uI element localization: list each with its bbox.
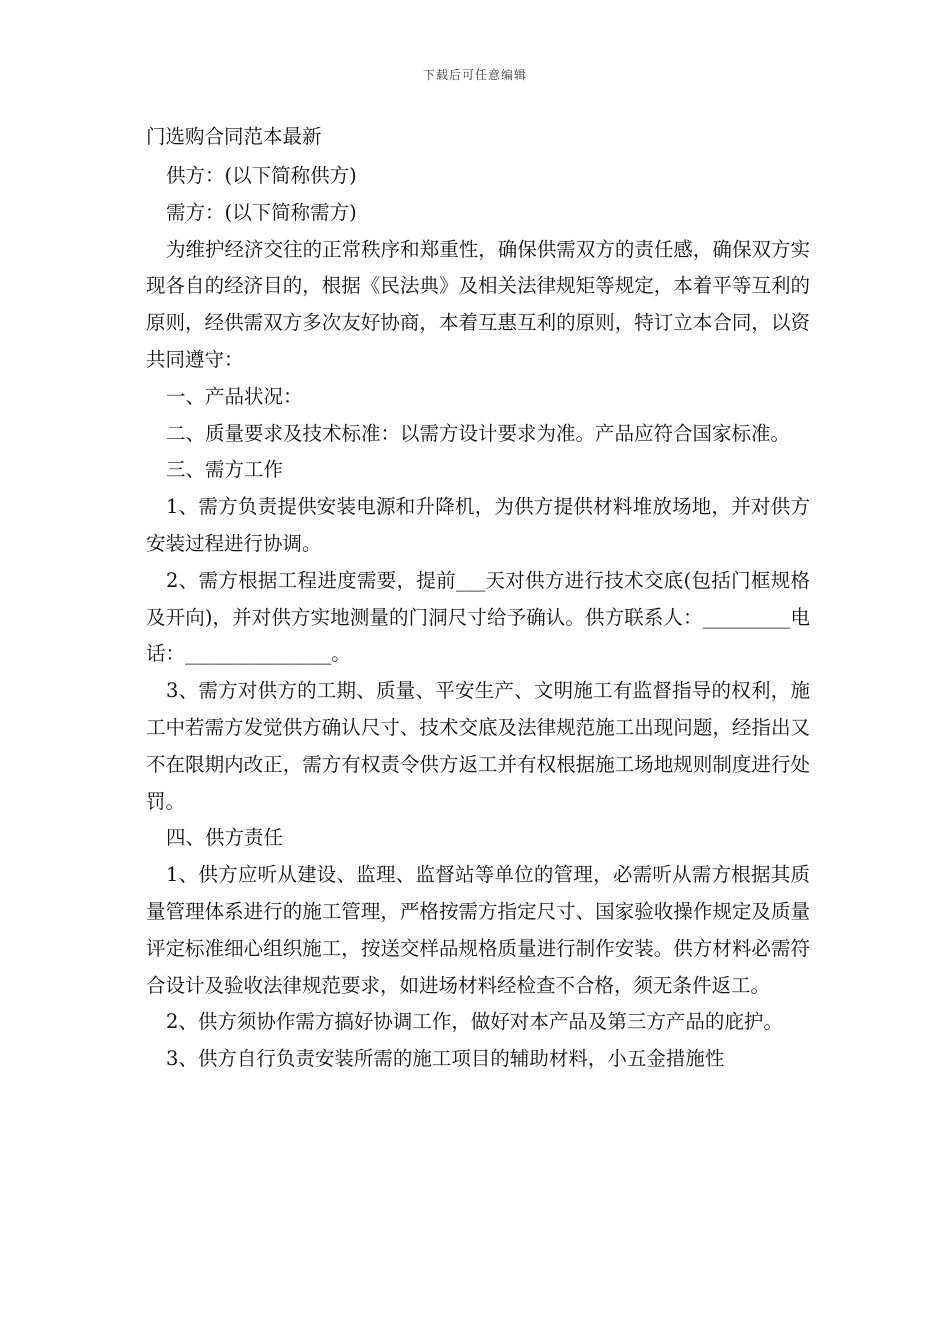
paragraph-4-1: 1、供方应听从建设、监理、监督站等单位的管理，必需听从需方根据其质量管理体系进行的施工管理，严格按需方指定尺寸、国家验收操作规定及质量评定标准细心组织施工，按送交样品规格质量进行制作安装。供方材料必需符合设计及验收法律规范要求，如进场材料经检查不合格，须无条件返工。 (146, 863, 810, 997)
paragraph-3-3: 3、需方对供方的工期、质量、平安生产、文明施工有监督指导的权利，施工中若需方发觉供方确认尺寸、技术交底及法律规范施工出现问题，经指出又不在限期内改正，需方有权责令供方返工并有权根据施工场地规则制度进行处罚。 (146, 679, 810, 813)
document-title: 门选购合同范本最新 (146, 125, 322, 148)
paragraph-buyer: 需方：(以下简称需方) (166, 200, 357, 224)
paragraph-section-3: 三、需方工作 (166, 458, 284, 482)
paragraph-4-2: 2、供方须协作需方搞好协调工作，做好对本产品及第三方产品的庇护。 (166, 1010, 783, 1034)
paragraph-section-1: 一、产品状况： (166, 384, 303, 408)
paragraph-section-4: 四、供方责任 (166, 826, 284, 850)
paragraph-3-2: 2、需方根据工程进度需要，提前___天对供方进行技术交底(包括门框规格及开向)，并对供方实地测量的门洞尺寸给予确认。供方联系人：_________电话：_______________。 (146, 568, 810, 666)
header-note: 下载后可任意编辑 (422, 68, 527, 82)
paragraph-section-2: 二、质量要求及技术标准：以需方设计要求为准。产品应符合国家标准。 (166, 421, 791, 445)
paragraph-supplier: 供方：(以下简称供方) (166, 164, 357, 187)
paragraph-preamble: 为维护经济交往的正常秩序和郑重性，确保供需双方的责任感，确保双方实现各自的经济目的，根据《民法典》及相关法律规矩等规定，本着平等互利的原则，经供需双方多次友好协商，本着互惠互利的原则，特订立本合同，以资共同遵守： (146, 237, 810, 371)
paragraph-4-3: 3、供方自行负责安装所需的施工项目的辅助材料，小五金措施性 (166, 1047, 725, 1071)
paragraph-3-1: 1、需方负责提供安装电源和升降机，为供方提供材料堆放场地，并对供方安装过程进行协调。 (146, 495, 810, 555)
document-body (146, 122, 810, 1078)
